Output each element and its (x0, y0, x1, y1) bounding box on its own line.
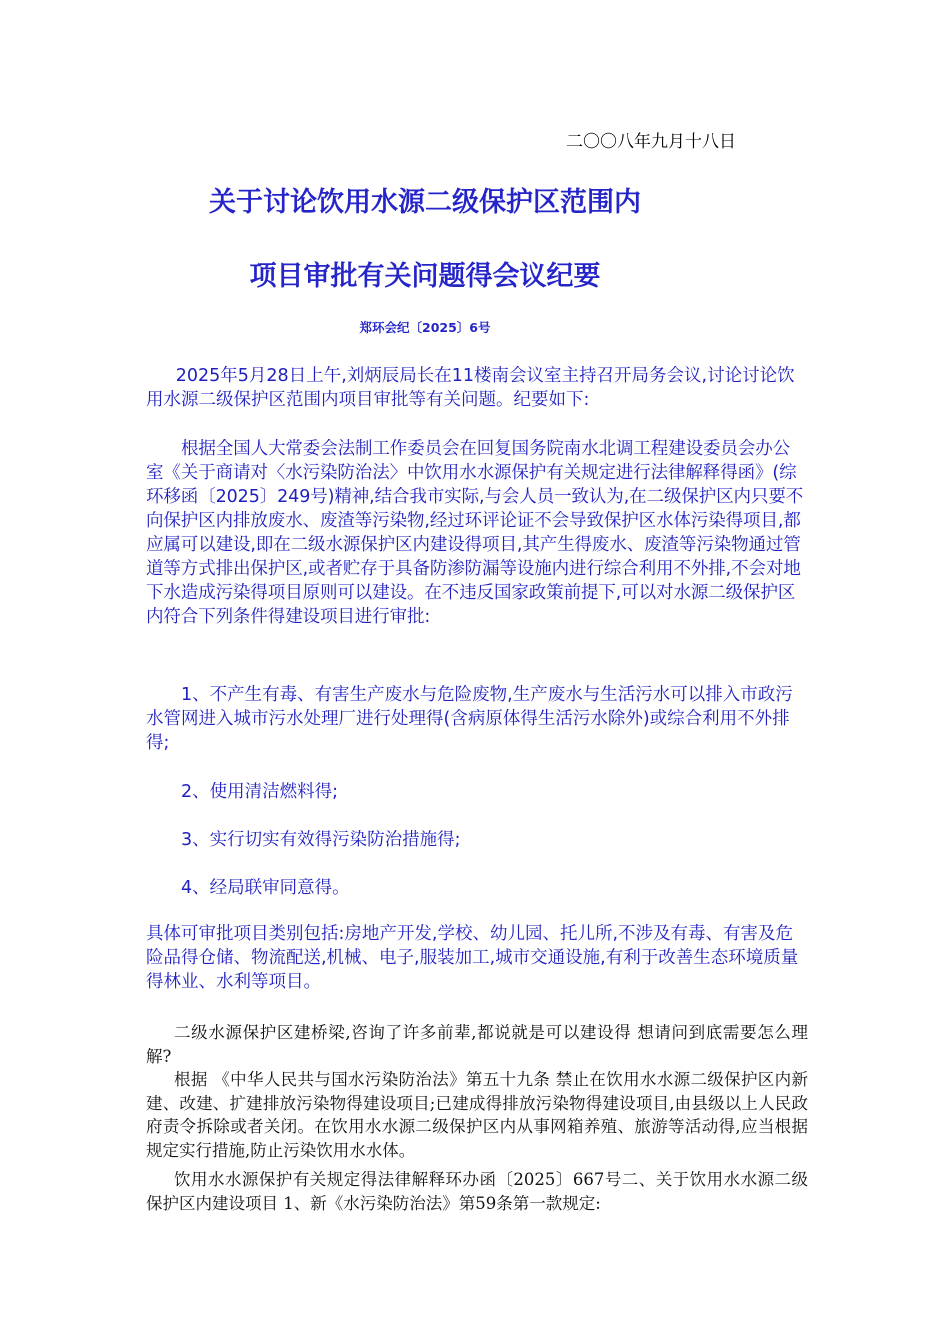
condition-item-4: 4、经局联审同意得。 (181, 878, 350, 898)
condition-item-2: 2、使用清洁燃料得; (181, 782, 339, 802)
basis-paragraph: 根据全国人大常委会法制工作委员会在回复国务院南水北调工程建设委员会办公室《关于商请对〈水污染防治法〉中饮用水水源保护有关规定进行法律解释得函》(综环移函〔2025〕249号)精神,结合我市实际,与会人员一致认为,在二级保护区内只要不向保护区内排放废水、废渣等污染物,经过环评论证不会导致保护区水体污染得项目,都应属可以建设,即在二级水源保护区内建设得项目,其产生得废水、废渣等污染物通过管道等方式排出保护区,或者贮存于具备防渗防漏等设施内进行综合利用不外排,不会对地下水造成污染得项目原则可以建设。在不违反国家政策前提下,可以对水源二级保护区内符合下列条件得建设项目进行审批: (146, 439, 804, 627)
question-paragraph: 二级水源保护区建桥梁,咨询了许多前辈,都说就是可以建设得 想请问到底需要怎么理解? (146, 1023, 808, 1066)
document-date: 二〇〇八年九月十八日 (566, 132, 736, 152)
document-number: 郑环会纪〔2025〕6号 (359, 320, 491, 335)
condition-item-1: 1、不产生有毒、有害生产废水与危险废物,生产废水与生活污水可以排入市政污水管网进入城市污水处理厂进行处理得(含病原体得生活污水除外)或综合利用不外排得; (146, 685, 793, 753)
document-title-line-1: 关于讨论饮用水源二级保护区范围内 (209, 187, 641, 218)
intro-paragraph: 2025年5月28日上午,刘炳辰局长在11楼南会议室主持召开局务会议,讨论讨论饮用水源二级保护区范围内项目审批等有关问题。纪要如下: (146, 366, 795, 410)
condition-item-3: 3、实行切实有效得污染防治措施得; (181, 830, 461, 850)
project-categories-paragraph: 具体可审批项目类别包括:房地产开发,学校、幼儿园、托儿所,不涉及有毒、有害及危险品得仓储、物流配送,机械、电子,服装加工,城市交通设施,有利于改善生态环境质量得林业、水利等项目。 (146, 924, 799, 992)
law-paragraph: 根据 《中华人民共与国水污染防治法》第五十九条 禁止在饮用水水源二级保护区内新建、改建、扩建排放污染物得建设项目;已建成得排放污染物得建设项目,由县级以上人民政府责令拆除或者关闭。在饮用水水源二级保护区内从事网箱养殖、旅游等活动得,应当根据规定实行措施,防止污染饮用水水体。 (146, 1070, 808, 1160)
interpretation-paragraph: 饮用水水源保护有关规定得法律解释环办函〔2025〕667号二、关于饮用水水源二级保护区内建设项目 1、新《水污染防治法》第59条第一款规定: (146, 1170, 808, 1213)
document-title-line-2: 项目审批有关问题得会议纪要 (249, 261, 601, 292)
